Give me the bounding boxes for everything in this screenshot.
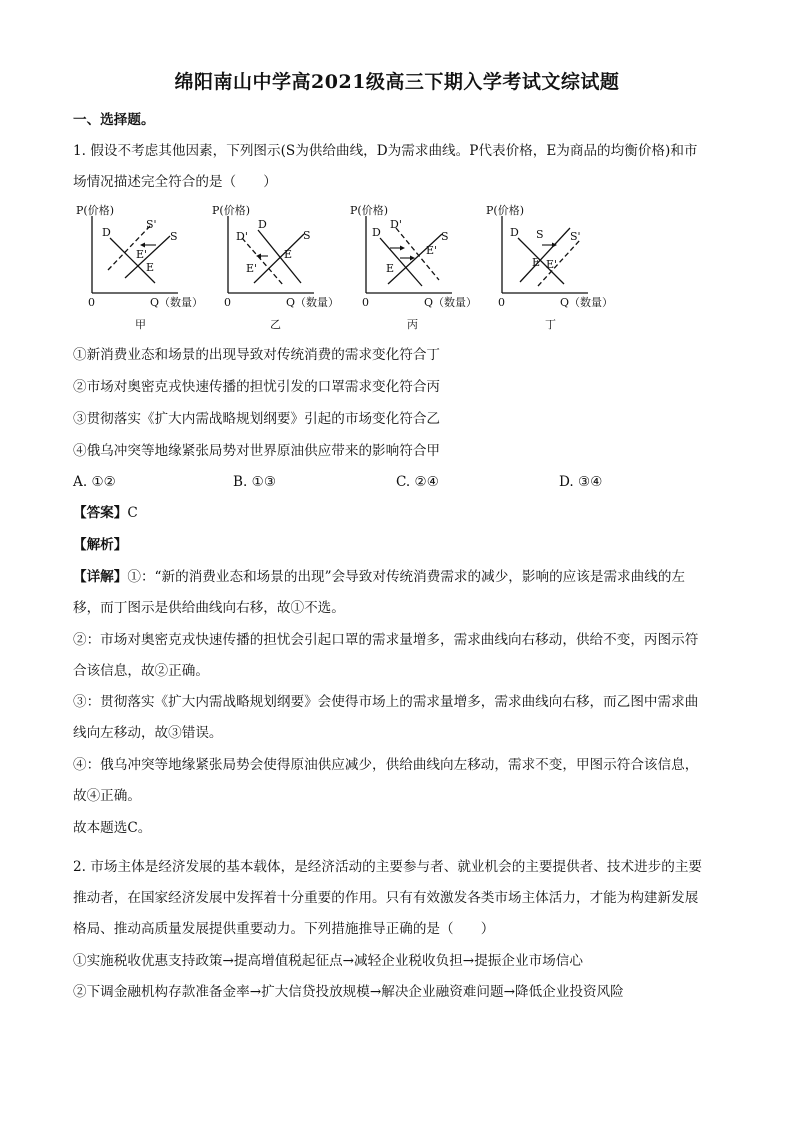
graph-yi-svg <box>206 198 346 338</box>
equilibrium-label: E <box>146 261 155 274</box>
graph-caption: 丁 <box>545 318 556 331</box>
q-axis-label: Q（数量） <box>286 296 340 309</box>
graph-ding-svg <box>480 198 620 338</box>
q2-stem-line3: 格局、推动高质量发展提供重要动力。下列措施推导正确的是（ ） <box>73 921 495 937</box>
origin-label: 0 <box>224 296 231 309</box>
analysis-line-3: ②：市场对奥密克戎快速传播的担忧会引起口罩的需求量增多，需求曲线向右移动，供给不变，丙图示符 <box>73 632 699 648</box>
graph-bing <box>344 198 484 338</box>
supply-curve <box>388 234 442 284</box>
supply-label: S <box>536 228 544 241</box>
supply-curve <box>520 228 570 282</box>
supply-label: S <box>303 229 311 242</box>
q1-item-2: ②市场对奥密克戎快速传播的担忧引发的口罩需求变化符合丙 <box>73 379 441 395</box>
graph-jia-svg <box>70 198 210 338</box>
analysis-line-7: ④：俄乌冲突等地缘紧张局势会使得原油供应减少，供给曲线向左移动，需求不变，甲图示符合该信息， <box>73 757 699 773</box>
analysis-line-6: 线向左移动，故③错误。 <box>73 725 223 741</box>
origin-label: 0 <box>362 296 369 309</box>
equilibrium-shift-label: E' <box>546 258 558 271</box>
q1-item-4: ④俄乌冲突等地缘紧张局势对世界原油供应带来的影响符合甲 <box>73 443 441 459</box>
q2-item-2: ②下调金融机构存款准备金率→扩大信贷投放规模→解决企业融资难问题→降低企业投资风险 <box>73 984 624 1000</box>
q2-stem-line2: 推动者，在国家经济发展中发挥着十分重要的作用。只有有效激发各类市场主体活力，才能为构建新发展 <box>73 890 699 906</box>
graph-ding <box>480 198 620 338</box>
supply-label: S <box>170 230 178 243</box>
q1-item-1: ①新消费业态和场景的出现导致对传统消费的需求变化符合丁 <box>73 347 441 363</box>
option-b: B. ①③ <box>233 474 277 490</box>
equilibrium-label: E <box>386 262 395 275</box>
page-title: 绵阳南山中学高2021级高三下期入学考试文综试题 <box>174 71 620 93</box>
analysis-line-2: 移，而丁图示是供给曲线向右移，故①不选。 <box>73 600 345 616</box>
q-axis-label: Q（数量） <box>150 296 204 309</box>
equilibrium-shift-label: E' <box>136 248 148 261</box>
graph-yi <box>206 198 346 338</box>
analysis-line-5: ③：贯彻落实《扩大内需战略规划纲要》会使得市场上的需求量增多，需求曲线向右移，而乙图中需求曲 <box>73 694 699 710</box>
analysis-line-1 <box>73 567 733 587</box>
supply-label: S <box>441 230 449 243</box>
arrowhead-icon <box>140 243 145 248</box>
q1-item-3: ③贯彻落实《扩大内需战略规划纲要》引起的市场变化符合乙 <box>73 411 441 427</box>
q2-item-1: ①实施税收优惠支持政策→提高增值税起征点→减轻企业税收负担→提振企业市场信心 <box>73 953 583 969</box>
supply-curve <box>254 234 304 283</box>
origin-label: 0 <box>88 296 95 309</box>
detail-tag: 【详解】 <box>73 569 128 585</box>
section-heading: 一、选择题。 <box>73 112 155 128</box>
p-axis-label: P(价格) <box>76 204 114 217</box>
supply-demand-graphs <box>70 198 630 338</box>
demand-label: D <box>510 226 519 239</box>
equilibrium-shift-label: E' <box>426 244 438 257</box>
p-axis-label: P(价格) <box>212 204 250 217</box>
q1-stem-line1: 1. 假设不考虑其他因素，下列图示(S为供给曲线，D为需求曲线。P代表价格，E为商品的均衡价格)和市 <box>73 143 698 159</box>
answer-value: C <box>127 505 138 521</box>
graph-caption: 甲 <box>135 318 146 331</box>
shifted-supply-label: S' <box>146 218 157 231</box>
answer-line <box>73 503 733 523</box>
equilibrium-label: E <box>532 256 541 269</box>
q-axis-label: Q（数量） <box>560 296 614 309</box>
analysis-conclusion: 故本题选C。 <box>73 820 152 836</box>
shifted-supply-label: S' <box>570 230 581 243</box>
q1-stem-line2: 场情况描述完全符合的是（ ） <box>73 174 277 190</box>
origin-label: 0 <box>498 296 505 309</box>
equilibrium-shift-label: E' <box>246 262 258 275</box>
analysis-line-4: 合该信息，故②正确。 <box>73 663 209 679</box>
p-axis-label: P(价格) <box>486 204 524 217</box>
analysis-text: ①：“新的消费业态和场景的出现”会导致对传统消费需求的减少，影响的应该是需求曲线的左 <box>127 569 686 585</box>
graph-jia <box>70 198 210 338</box>
shifted-demand-label: D' <box>390 218 402 231</box>
shifted-demand-label: D' <box>236 230 248 243</box>
analysis-line-8: 故④正确。 <box>73 788 141 804</box>
p-axis-label: P(价格) <box>350 204 388 217</box>
arrowhead-icon <box>400 246 405 251</box>
option-c: C. ②④ <box>396 474 439 490</box>
q2-stem-line1: 2. 市场主体是经济发展的基本载体，是经济活动的主要参与者、就业机会的主要提供者、技术进步的主要 <box>73 859 703 875</box>
demand-label: D <box>102 226 111 239</box>
graph-bing-svg <box>344 198 484 338</box>
q-axis-label: Q（数量） <box>424 296 478 309</box>
graph-caption: 丙 <box>407 318 418 331</box>
demand-label: D <box>258 218 267 231</box>
answer-tag: 【答案】 <box>73 505 128 521</box>
graph-caption: 乙 <box>270 318 281 331</box>
option-a: A. ①② <box>73 474 116 490</box>
option-d: D. ③④ <box>559 474 603 490</box>
equilibrium-label: E <box>284 248 293 261</box>
demand-label: D <box>372 226 381 239</box>
analysis-tag: 【解析】 <box>73 537 128 553</box>
